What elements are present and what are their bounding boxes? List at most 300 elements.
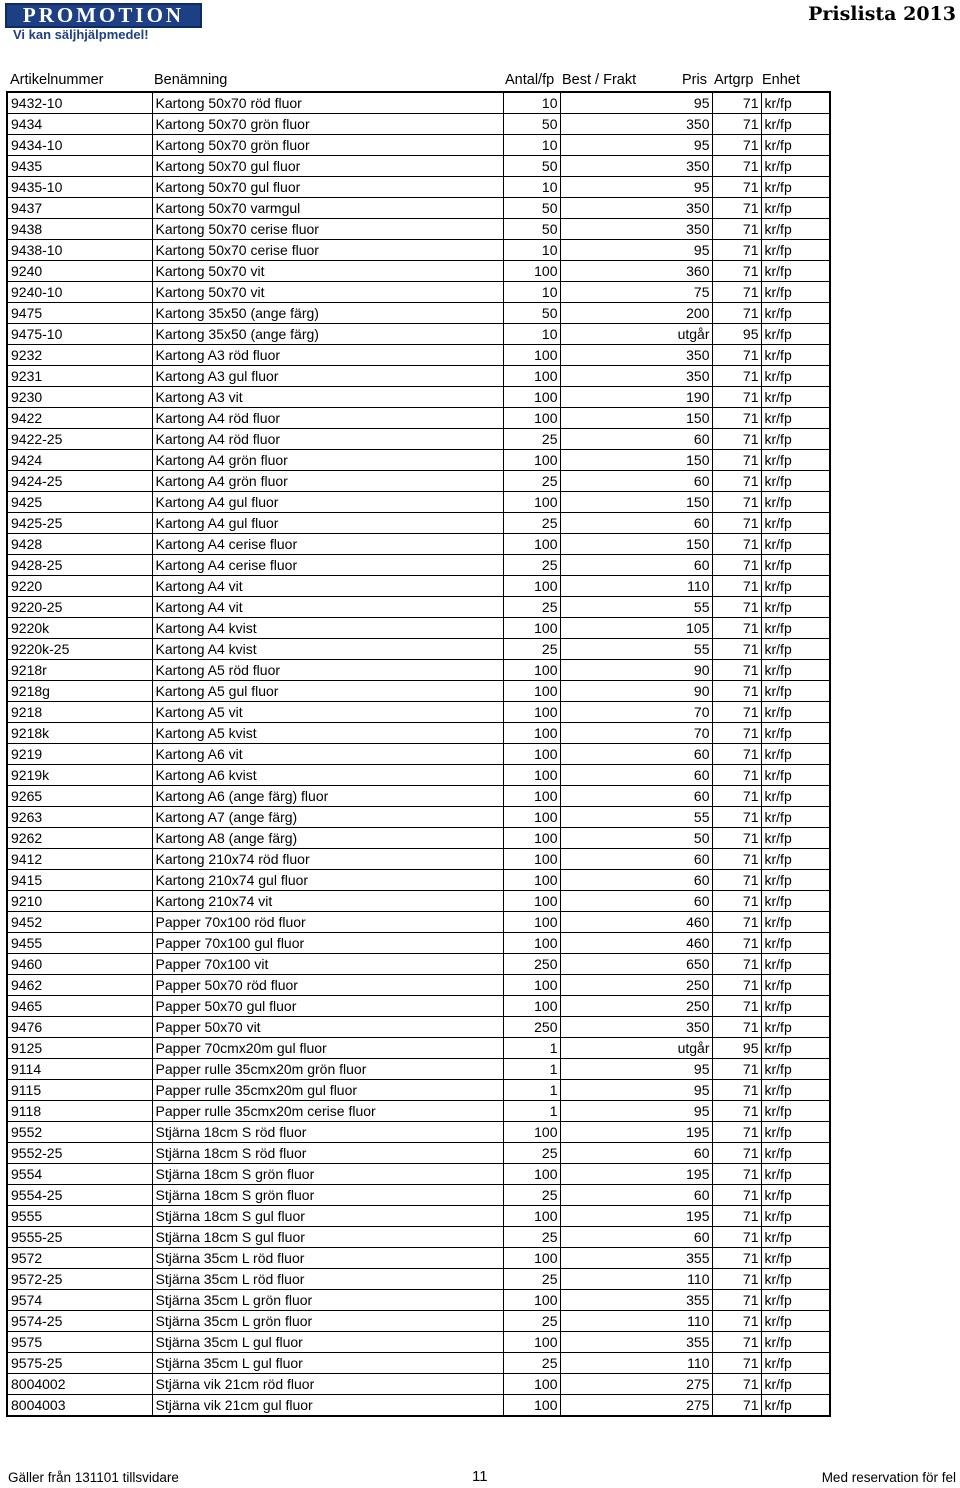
table-row [7,786,830,807]
art-nr-cell: 9425 [7,492,152,513]
qty-cell: 250 [503,1017,560,1038]
qty-cell: 100 [503,450,560,471]
col-header-artikelnummer: Artikelnummer [10,72,104,88]
name-cell: Kartong 50x70 röd fluor [152,92,503,114]
qty-cell: 100 [503,723,560,744]
unit-cell: kr/fp [761,282,830,303]
art-nr-cell: 9232 [7,345,152,366]
group-cell: 71 [712,828,761,849]
unit-cell: kr/fp [761,1332,830,1353]
group-cell: 71 [712,261,761,282]
qty-cell: 25 [503,1311,560,1332]
name-cell: Kartong A6 kvist [152,765,503,786]
unit-cell: kr/fp [761,1206,830,1227]
group-cell: 71 [712,1374,761,1395]
table-row [7,1122,830,1143]
art-nr-cell: 9435-10 [7,177,152,198]
table-row [7,1164,830,1185]
art-nr-cell: 9114 [7,1059,152,1080]
art-nr-cell: 9554-25 [7,1185,152,1206]
qty-cell: 25 [503,1269,560,1290]
name-cell: Stjärna 18cm S grön fluor [152,1185,503,1206]
name-cell: Kartong A5 gul fluor [152,681,503,702]
table-row [7,555,830,576]
group-cell: 71 [712,891,761,912]
unit-cell: kr/fp [761,912,830,933]
name-cell: Kartong 50x70 cerise fluor [152,240,503,261]
name-cell: Kartong A8 (ange färg) [152,828,503,849]
price-cell: 150 [560,408,712,429]
unit-cell: kr/fp [761,828,830,849]
name-cell: Kartong A4 kvist [152,618,503,639]
table-row [7,534,830,555]
qty-cell: 100 [503,891,560,912]
table-row [7,450,830,471]
group-cell: 71 [712,1311,761,1332]
group-cell: 71 [712,513,761,534]
name-cell: Kartong A4 vit [152,576,503,597]
price-cell: 60 [560,744,712,765]
price-cell: 190 [560,387,712,408]
table-row [7,1332,830,1353]
qty-cell: 100 [503,1332,560,1353]
qty-cell: 25 [503,555,560,576]
qty-cell: 100 [503,366,560,387]
price-cell: 460 [560,933,712,954]
name-cell: Stjärna vik 21cm gul fluor [152,1395,503,1417]
table-row [7,807,830,828]
qty-cell: 100 [503,1374,560,1395]
table-row [7,471,830,492]
unit-cell: kr/fp [761,1059,830,1080]
art-nr-cell: 8004002 [7,1374,152,1395]
price-cell: 90 [560,660,712,681]
qty-cell: 100 [503,828,560,849]
footer-validity: Gäller från 131101 tillsvidare [8,1470,179,1485]
qty-cell: 50 [503,114,560,135]
price-cell: 350 [560,345,712,366]
unit-cell: kr/fp [761,1101,830,1122]
group-cell: 71 [712,1080,761,1101]
table-row [7,240,830,261]
qty-cell: 100 [503,870,560,891]
unit-cell: kr/fp [761,534,830,555]
qty-cell: 100 [503,492,560,513]
group-cell: 71 [712,1185,761,1206]
art-nr-cell: 9462 [7,975,152,996]
qty-cell: 100 [503,1395,560,1417]
art-nr-cell: 9574-25 [7,1311,152,1332]
price-cell: 275 [560,1374,712,1395]
art-nr-cell: 9265 [7,786,152,807]
art-nr-cell: 9552-25 [7,1143,152,1164]
art-nr-cell: 9455 [7,933,152,954]
name-cell: Kartong 50x70 varmgul [152,198,503,219]
qty-cell: 100 [503,261,560,282]
unit-cell: kr/fp [761,408,830,429]
name-cell: Kartong 50x70 grön fluor [152,135,503,156]
name-cell: Papper rulle 35cmx20m grön fluor [152,1059,503,1080]
art-nr-cell: 9460 [7,954,152,975]
group-cell: 71 [712,429,761,450]
name-cell: Papper 70x100 vit [152,954,503,975]
price-cell: 150 [560,534,712,555]
name-cell: Papper 70x100 gul fluor [152,933,503,954]
price-cell: 110 [560,1353,712,1374]
name-cell: Papper 70x100 röd fluor [152,912,503,933]
qty-cell: 100 [503,996,560,1017]
art-nr-cell: 9240-10 [7,282,152,303]
group-cell: 71 [712,282,761,303]
name-cell: Kartong 35x50 (ange färg) [152,303,503,324]
price-cell: 195 [560,1122,712,1143]
price-cell: 60 [560,849,712,870]
table-row [7,828,830,849]
unit-cell: kr/fp [761,156,830,177]
art-nr-cell: 9465 [7,996,152,1017]
qty-cell: 50 [503,156,560,177]
promotion-logo [5,3,202,43]
group-cell: 71 [712,303,761,324]
art-nr-cell: 9219k [7,765,152,786]
art-nr-cell: 9434-10 [7,135,152,156]
art-nr-cell: 9115 [7,1080,152,1101]
group-cell: 71 [712,660,761,681]
name-cell: Kartong A3 röd fluor [152,345,503,366]
name-cell: Kartong 50x70 grön fluor [152,114,503,135]
group-cell: 71 [712,492,761,513]
table-row [7,660,830,681]
price-cell: 55 [560,597,712,618]
table-row [7,1101,830,1122]
name-cell: Kartong 210x74 röd fluor [152,849,503,870]
group-cell: 95 [712,1038,761,1059]
price-cell: 95 [560,1059,712,1080]
qty-cell: 25 [503,597,560,618]
table-row [7,1395,830,1417]
price-cell: 250 [560,996,712,1017]
group-cell: 71 [712,1059,761,1080]
table-row [7,408,830,429]
price-cell: 360 [560,261,712,282]
unit-cell: kr/fp [761,471,830,492]
art-nr-cell: 9424-25 [7,471,152,492]
price-cell: 50 [560,828,712,849]
qty-cell: 25 [503,1353,560,1374]
group-cell: 71 [712,92,761,114]
group-cell: 71 [712,198,761,219]
unit-cell: kr/fp [761,744,830,765]
art-nr-cell: 9432-10 [7,92,152,114]
qty-cell: 25 [503,471,560,492]
column-headers [8,72,828,90]
price-cell: 350 [560,156,712,177]
price-cell: 110 [560,1269,712,1290]
table-row [7,597,830,618]
qty-cell: 100 [503,681,560,702]
qty-cell: 100 [503,702,560,723]
group-cell: 71 [712,1206,761,1227]
unit-cell: kr/fp [761,240,830,261]
price-cell: 200 [560,303,712,324]
name-cell: Stjärna 18cm S röd fluor [152,1122,503,1143]
name-cell: Kartong 50x70 vit [152,282,503,303]
table-row [7,1248,830,1269]
unit-cell: kr/fp [761,975,830,996]
table-row [7,1269,830,1290]
qty-cell: 1 [503,1101,560,1122]
name-cell: Kartong 50x70 cerise fluor [152,219,503,240]
price-cell: 60 [560,1227,712,1248]
price-cell: 95 [560,135,712,156]
qty-cell: 100 [503,975,560,996]
art-nr-cell: 9475-10 [7,324,152,345]
price-cell: 350 [560,219,712,240]
unit-cell: kr/fp [761,1290,830,1311]
table-row [7,1374,830,1395]
price-cell: 195 [560,1206,712,1227]
name-cell: Kartong A5 kvist [152,723,503,744]
price-cell: utgår [560,324,712,345]
table-row [7,618,830,639]
unit-cell: kr/fp [761,429,830,450]
group-cell: 71 [712,366,761,387]
art-nr-cell: 9220-25 [7,597,152,618]
qty-cell: 100 [503,933,560,954]
table-row [7,282,830,303]
group-cell: 71 [712,954,761,975]
name-cell: Stjärna 35cm L grön fluor [152,1311,503,1332]
name-cell: Stjärna vik 21cm röd fluor [152,1374,503,1395]
price-cell: 55 [560,807,712,828]
art-nr-cell: 9218r [7,660,152,681]
price-cell: 350 [560,114,712,135]
qty-cell: 100 [503,1290,560,1311]
art-nr-cell: 9220k-25 [7,639,152,660]
group-cell: 71 [712,786,761,807]
price-cell: 60 [560,786,712,807]
name-cell: Kartong A4 cerise fluor [152,534,503,555]
qty-cell: 50 [503,198,560,219]
name-cell: Kartong A4 röd fluor [152,408,503,429]
unit-cell: kr/fp [761,702,830,723]
group-cell: 71 [712,135,761,156]
unit-cell: kr/fp [761,597,830,618]
group-cell: 71 [712,387,761,408]
col-header-pris: Pris [682,72,707,88]
group-cell: 71 [712,1269,761,1290]
unit-cell: kr/fp [761,1248,830,1269]
price-cell: 90 [560,681,712,702]
unit-cell: kr/fp [761,261,830,282]
price-cell: 60 [560,471,712,492]
qty-cell: 25 [503,1185,560,1206]
unit-cell: kr/fp [761,1038,830,1059]
table-row [7,135,830,156]
price-cell: 350 [560,366,712,387]
unit-cell: kr/fp [761,303,830,324]
table-row [7,891,830,912]
art-nr-cell: 9575 [7,1332,152,1353]
unit-cell: kr/fp [761,1185,830,1206]
table-row [7,1353,830,1374]
art-nr-cell: 9422-25 [7,429,152,450]
unit-cell: kr/fp [761,1374,830,1395]
name-cell: Kartong 210x74 gul fluor [152,870,503,891]
art-nr-cell: 9428 [7,534,152,555]
name-cell: Kartong A4 gul fluor [152,513,503,534]
art-nr-cell: 9452 [7,912,152,933]
unit-cell: kr/fp [761,1353,830,1374]
table-row [7,744,830,765]
price-cell: 95 [560,1080,712,1101]
art-nr-cell: 9438 [7,219,152,240]
group-cell: 71 [712,555,761,576]
name-cell: Kartong 50x70 gul fluor [152,156,503,177]
page-number: 11 [472,1468,488,1485]
table-row [7,1206,830,1227]
qty-cell: 100 [503,849,560,870]
art-nr-cell: 9572 [7,1248,152,1269]
unit-cell: kr/fp [761,660,830,681]
qty-cell: 25 [503,513,560,534]
table-row [7,156,830,177]
art-nr-cell: 9231 [7,366,152,387]
table-row [7,954,830,975]
col-header-best-frakt: Best / Frakt [562,72,637,88]
qty-cell: 100 [503,660,560,681]
qty-cell: 100 [503,807,560,828]
price-cell: 95 [560,1101,712,1122]
price-cell: 110 [560,576,712,597]
price-cell: 70 [560,723,712,744]
art-nr-cell: 9572-25 [7,1269,152,1290]
price-cell: utgår [560,1038,712,1059]
qty-cell: 50 [503,303,560,324]
qty-cell: 10 [503,135,560,156]
group-cell: 71 [712,1101,761,1122]
art-nr-cell: 9575-25 [7,1353,152,1374]
qty-cell: 100 [503,1122,560,1143]
price-table [6,91,831,1417]
unit-cell: kr/fp [761,1227,830,1248]
qty-cell: 25 [503,429,560,450]
group-cell: 71 [712,870,761,891]
unit-cell: kr/fp [761,1017,830,1038]
unit-cell: kr/fp [761,1080,830,1101]
group-cell: 71 [712,408,761,429]
qty-cell: 1 [503,1080,560,1101]
unit-cell: kr/fp [761,849,830,870]
unit-cell: kr/fp [761,387,830,408]
group-cell: 71 [712,996,761,1017]
page-title: Prislista 2013 [808,3,956,25]
unit-cell: kr/fp [761,807,830,828]
group-cell: 71 [712,807,761,828]
table-row [7,492,830,513]
name-cell: Stjärna 35cm L gul fluor [152,1353,503,1374]
art-nr-cell: 9554 [7,1164,152,1185]
qty-cell: 100 [503,765,560,786]
name-cell: Stjärna 35cm L grön fluor [152,1290,503,1311]
price-cell: 110 [560,1311,712,1332]
group-cell: 71 [712,534,761,555]
qty-cell: 100 [503,1206,560,1227]
unit-cell: kr/fp [761,786,830,807]
price-cell: 75 [560,282,712,303]
unit-cell: kr/fp [761,345,830,366]
name-cell: Kartong A6 (ange färg) fluor [152,786,503,807]
table-row [7,702,830,723]
unit-cell: kr/fp [761,324,830,345]
table-row [7,1185,830,1206]
name-cell: Papper 50x70 röd fluor [152,975,503,996]
art-nr-cell: 9574 [7,1290,152,1311]
qty-cell: 100 [503,618,560,639]
price-cell: 250 [560,975,712,996]
qty-cell: 250 [503,954,560,975]
unit-cell: kr/fp [761,492,830,513]
table-row [7,975,830,996]
price-cell: 60 [560,1185,712,1206]
unit-cell: kr/fp [761,870,830,891]
unit-cell: kr/fp [761,639,830,660]
table-row [7,198,830,219]
art-nr-cell: 9230 [7,387,152,408]
unit-cell: kr/fp [761,954,830,975]
price-cell: 355 [560,1290,712,1311]
unit-cell: kr/fp [761,135,830,156]
name-cell: Kartong A5 röd fluor [152,660,503,681]
qty-cell: 100 [503,576,560,597]
qty-cell: 10 [503,324,560,345]
qty-cell: 100 [503,534,560,555]
price-cell: 350 [560,198,712,219]
art-nr-cell: 9424 [7,450,152,471]
group-cell: 71 [712,744,761,765]
group-cell: 71 [712,1122,761,1143]
price-cell: 60 [560,765,712,786]
name-cell: Kartong A7 (ange färg) [152,807,503,828]
table-row [7,513,830,534]
qty-cell: 100 [503,1164,560,1185]
qty-cell: 10 [503,282,560,303]
table-row [7,366,830,387]
name-cell: Kartong A6 vit [152,744,503,765]
table-row [7,1080,830,1101]
table-row [7,933,830,954]
group-cell: 71 [712,1227,761,1248]
unit-cell: kr/fp [761,765,830,786]
price-cell: 60 [560,870,712,891]
name-cell: Stjärna 18cm S röd fluor [152,1143,503,1164]
art-nr-cell: 8004003 [7,1395,152,1417]
group-cell: 71 [712,597,761,618]
table-row [7,177,830,198]
table-row [7,1059,830,1080]
name-cell: Kartong 35x50 (ange färg) [152,324,503,345]
table-row [7,639,830,660]
unit-cell: kr/fp [761,513,830,534]
qty-cell: 50 [503,219,560,240]
unit-cell: kr/fp [761,1395,830,1417]
group-cell: 71 [712,345,761,366]
name-cell: Papper 50x70 gul fluor [152,996,503,1017]
qty-cell: 10 [503,177,560,198]
price-cell: 650 [560,954,712,975]
name-cell: Kartong A3 vit [152,387,503,408]
art-nr-cell: 9476 [7,1017,152,1038]
